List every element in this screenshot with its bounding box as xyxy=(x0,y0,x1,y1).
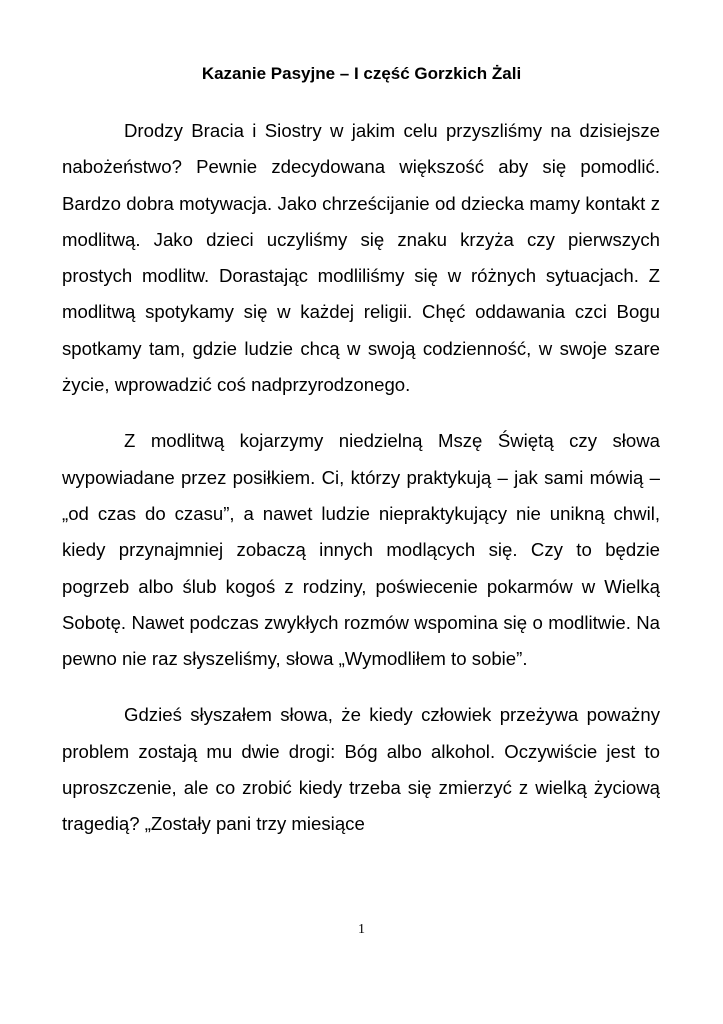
paragraph-1: Drodzy Bracia i Siostry w jakim celu przyszliśmy na dzisiejsze nabożeństwo? Pewnie zdecydowana większość aby się pomodlić. Bardzo dobra motywacja. Jako chrześcijanie od dziecka mamy kontakt z modlitwą. Jako dzieci uczyliśmy się znaku krzyża czy pierwszych prostych modlitw. Dorastając modliliśmy się w różnych sytuacjach. Z modlitwą spotykamy się w każdej religii. Chęć oddawania czci Bogu spotkamy tam, gdzie ludzie chcą w swoją codzienność, w swoje szare życie, wprowadzić coś nadprzyrodzonego. xyxy=(62,120,660,396)
document-body xyxy=(62,113,660,863)
document-title: Kazanie Pasyjne – I część Gorzkich Żali xyxy=(201,64,522,83)
page-number: 1 xyxy=(358,922,365,937)
paragraph-2: Z modlitwą kojarzymy niedzielną Mszę Świętą czy słowa wypowiadane przez posiłkiem. Ci, którzy praktykują – jak sami mówią – „od czas do czasu”, a nawet ludzie niepraktykujący nie unikną chwil, kiedy przynajmniej zobaczą innych modlących się. Czy to będzie pogrzeb albo ślub kogoś z rodziny, poświecenie pokarmów w Wielką Sobotę. Nawet podczas zwykłych rozmów wspomina się o modlitwie. Na pewno nie raz słyszeliśmy, słowa „Wymodliłem to sobie”. xyxy=(62,430,660,670)
paragraph-3: Gdzieś słyszałem słowa, że kiedy człowiek przeżywa poważny problem zostają mu dwie drogi: Bóg albo alkohol. Oczywiście jest to uproszczenie, ale co zrobić kiedy trzeba się zmierzyć z wielką życiową tragedią? „Zostały pani trzy miesiące xyxy=(62,704,660,835)
